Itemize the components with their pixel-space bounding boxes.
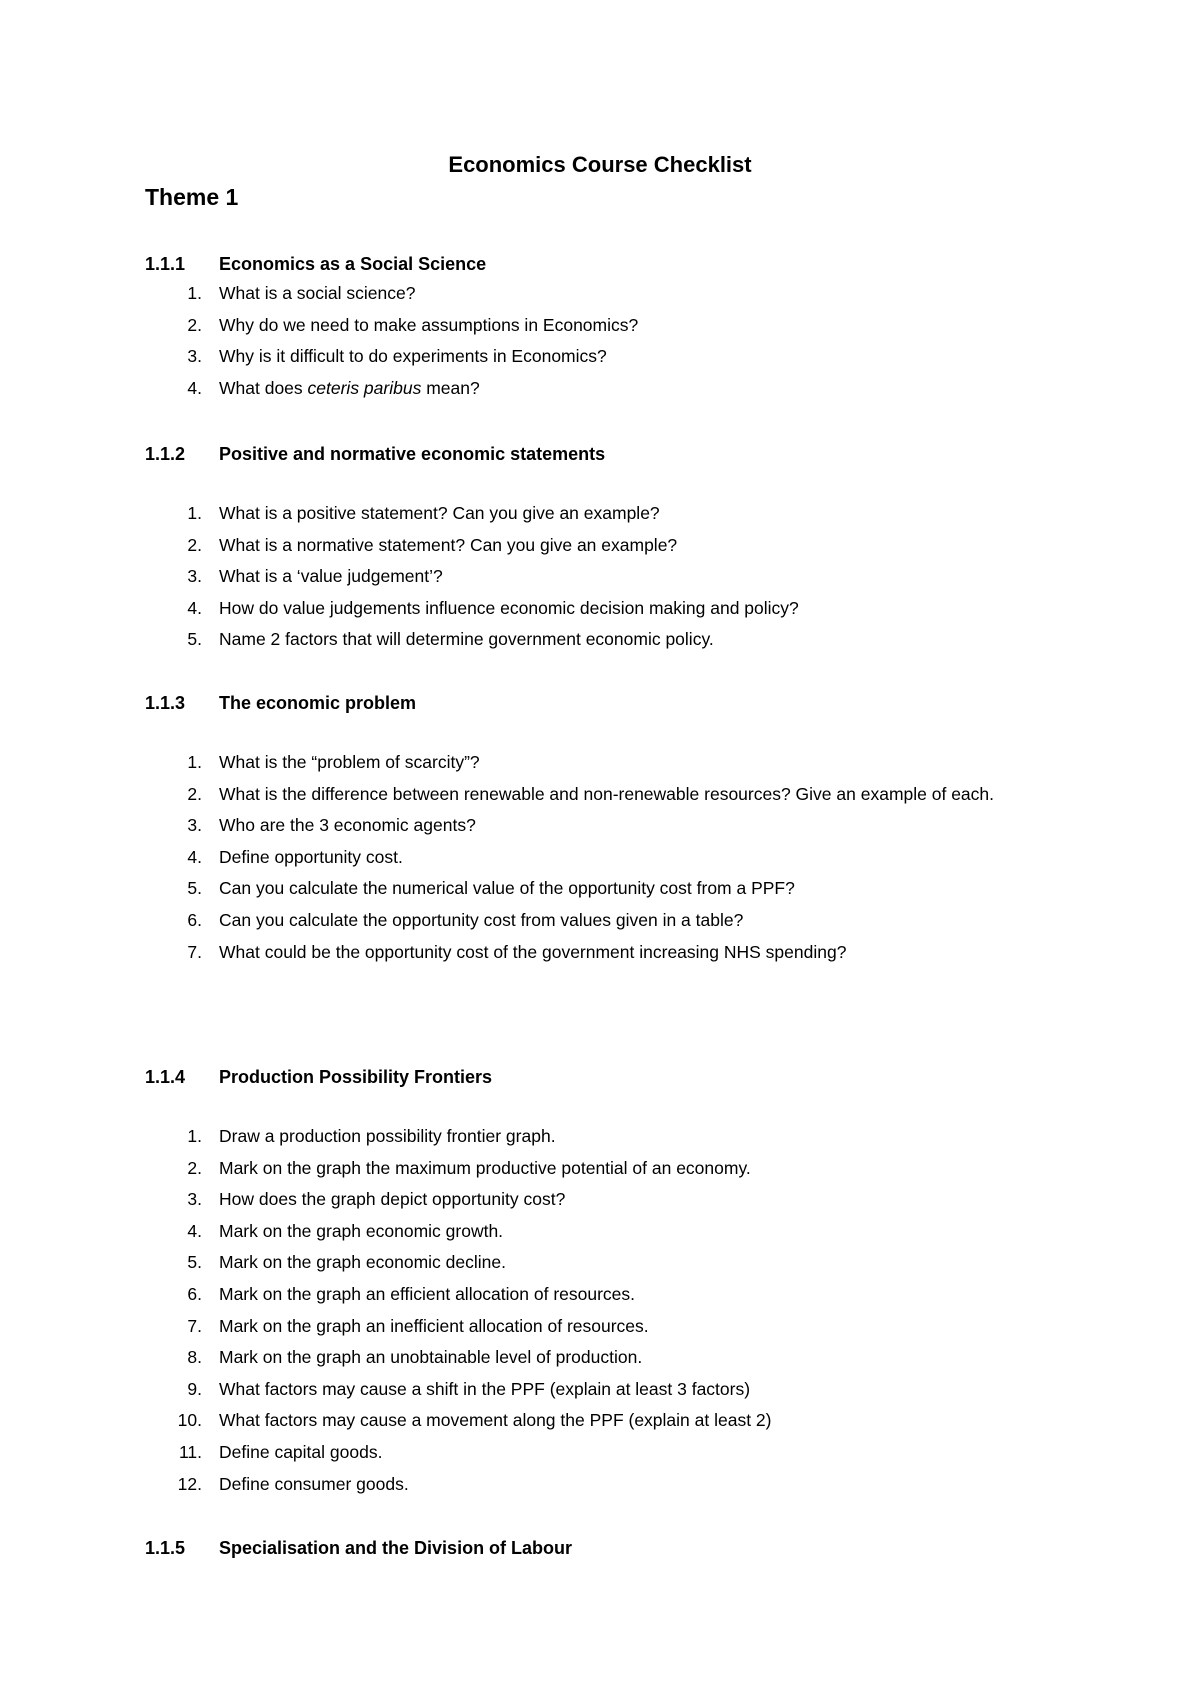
list-item: 5. Name 2 factors that will determine government economic policy.: [187, 629, 714, 650]
list-item: 5. Can you calculate the numerical value of the opportunity cost from a PPF?: [187, 878, 795, 899]
section-heading-1-1-4: [145, 1063, 492, 1091]
list-item: 4. What does ceteris paribus mean?: [187, 377, 480, 398]
section-number: 1.1.2: [145, 444, 186, 464]
list-item: 3. What is a ‘value judgement’?: [187, 566, 443, 587]
theme-heading: Theme 1: [145, 184, 239, 210]
list-item: 1. What is a positive statement? Can you give an example?: [187, 503, 660, 523]
list-item: 2. What is a normative statement? Can you give an example?: [187, 534, 678, 555]
section-title: Economics as a Social Science: [219, 254, 487, 274]
list-item: 1. What is the “problem of scarcity”?: [187, 752, 480, 772]
list-item: 8. Mark on the graph an unobtainable level of production.: [187, 1347, 643, 1368]
list-item: 3. How does the graph depict opportunity cost?: [187, 1189, 566, 1210]
list-item: 6. Can you calculate the opportunity cost from values given in a table?: [187, 909, 744, 930]
list-item: 12. Define consumer goods.: [177, 1473, 409, 1494]
section-title: Specialisation and the Division of Labour: [219, 1538, 573, 1558]
question-list-1-1-4: [145, 1121, 1065, 1500]
list-item: 2. Mark on the graph the maximum productive potential of an economy.: [187, 1157, 751, 1178]
section-number: 1.1.4: [145, 1067, 186, 1087]
list-item: 1. What is a social science?: [187, 283, 416, 303]
section-heading-1-1-2: [145, 440, 605, 468]
list-item: 7. What could be the opportunity cost of the government increasing NHS spending?: [187, 941, 847, 962]
section-title: Production Possibility Frontiers: [219, 1067, 493, 1087]
list-item: 9. What factors may cause a shift in the PPF (explain at least 3 factors): [187, 1378, 751, 1399]
section-heading-1-1-3: [145, 689, 416, 717]
section-heading-1-1-5: [145, 1534, 572, 1562]
list-item: 2. Why do we need to make assumptions in Economics?: [187, 314, 639, 335]
section-title: Positive and normative economic statements: [219, 444, 606, 464]
section-number: 1.1.5: [145, 1538, 186, 1558]
section-heading-1-1-1: [145, 250, 486, 278]
list-item: 10. What factors may cause a movement along the PPF (explain at least 2): [177, 1410, 772, 1431]
list-item: 4. Mark on the graph economic growth.: [187, 1220, 504, 1241]
document-title: Economics Course Checklist: [448, 152, 752, 177]
list-item: 4. Define opportunity cost.: [187, 846, 403, 867]
question-list-1-1-2: [145, 498, 1065, 656]
list-item: 3. Why is it difficult to do experiments in Economics?: [187, 346, 607, 367]
list-item: 11. Define capital goods.: [178, 1441, 383, 1462]
list-item: 4. How do value judgements influence economic decision making and policy?: [187, 597, 799, 618]
section-number: 1.1.3: [145, 693, 186, 713]
list-item: 2. What is the difference between renewable and non-renewable resources? Give an example of each.: [187, 783, 995, 804]
list-item: 7. Mark on the graph an inefficient allocation of resources.: [187, 1315, 649, 1336]
list-item: 1. Draw a production possibility frontier graph.: [187, 1126, 556, 1146]
question-list-1-1-3: [145, 747, 1065, 968]
section-title: The economic problem: [219, 693, 417, 713]
section-number: 1.1.1: [145, 254, 186, 274]
question-list-1-1-1: [145, 278, 1065, 404]
list-item: 3. Who are the 3 economic agents?: [187, 815, 476, 836]
list-item: 6. Mark on the graph an efficient allocation of resources.: [187, 1283, 636, 1304]
list-item: 5. Mark on the graph economic decline.: [187, 1252, 506, 1273]
